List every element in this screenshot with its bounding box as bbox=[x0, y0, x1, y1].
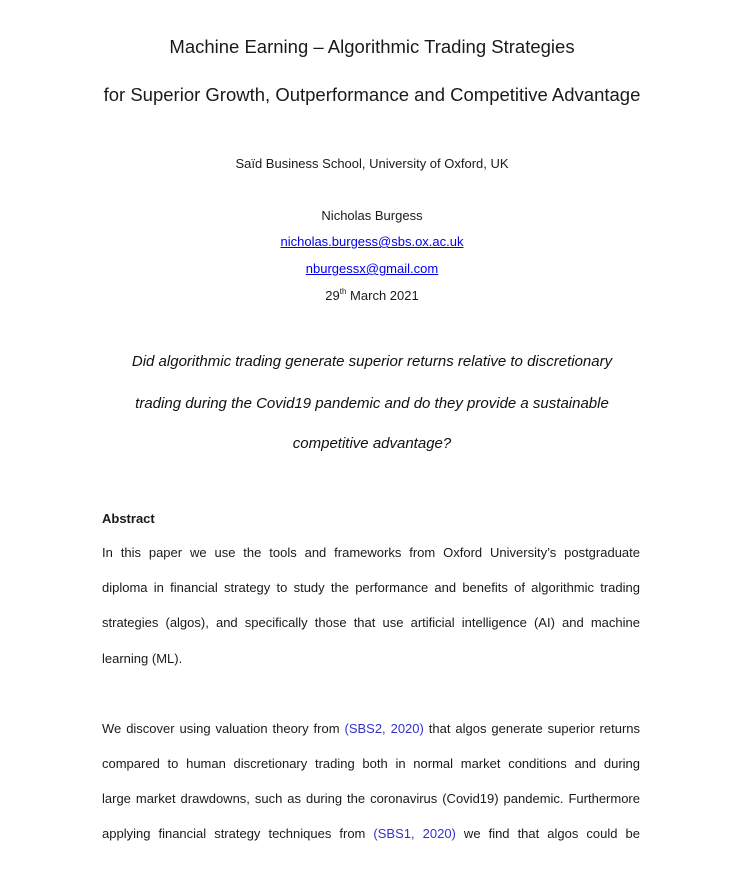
abstract-p1-line-3: strategies (algos), and specifically those that use artificial intelligence (AI) and machine bbox=[102, 615, 640, 630]
email-link-secondary[interactable]: nburgessx@gmail.com bbox=[305, 261, 439, 276]
affiliation: Saïd Business School, University of Oxford, UK bbox=[235, 156, 509, 171]
research-question-line-3: competitive advantage? bbox=[292, 435, 452, 452]
citation-sbs2-2020[interactable]: (SBS2, 2020) bbox=[344, 721, 424, 736]
date-ordinal-suffix: th bbox=[339, 287, 347, 296]
text-segment: We discover using valuation theory from bbox=[102, 721, 345, 736]
abstract-p1-line-2: diploma in financial strategy to study the performance and benefits of algorithmic trading bbox=[102, 580, 640, 595]
author-email-secondary bbox=[0, 261, 744, 276]
author-name: Nicholas Burgess bbox=[321, 208, 423, 223]
email-link-primary[interactable]: nicholas.burgess@sbs.ox.ac.uk bbox=[280, 234, 464, 249]
citation-sbs1-2020[interactable]: (SBS1, 2020) bbox=[373, 826, 456, 841]
abstract-heading: Abstract bbox=[102, 511, 155, 526]
abstract-p1-line-4: learning (ML). bbox=[102, 651, 183, 666]
text-segment: that algos generate superior returns bbox=[423, 721, 641, 736]
publication-date bbox=[0, 287, 744, 303]
date-month-year: March 2021 bbox=[346, 288, 419, 303]
abstract-p2-line-1 bbox=[102, 721, 640, 736]
date-day: 29 bbox=[325, 288, 340, 303]
author-email-primary bbox=[0, 234, 744, 249]
abstract-p2-line-4 bbox=[102, 826, 640, 841]
text-segment: we find that algos could be bbox=[455, 826, 640, 841]
abstract-p2-line-3: large market drawdowns, such as during the coronavirus (Covid19) pandemic. Furthermore bbox=[102, 791, 640, 806]
abstract-p2-line-2: compared to human discretionary trading both in normal market conditions and during bbox=[102, 756, 640, 771]
research-question-line-2: trading during the Covid19 pandemic and do they provide a sustainable bbox=[135, 395, 609, 412]
paper-title-line-2: for Superior Growth, Outperformance and Competitive Advantage bbox=[103, 84, 641, 105]
abstract-p1-line-1: In this paper we use the tools and frameworks from Oxford University’s postgraduate bbox=[102, 545, 640, 560]
research-question-line-1: Did algorithmic trading generate superior returns relative to discretionary bbox=[131, 353, 613, 370]
text-segment: applying financial strategy techniques from bbox=[102, 826, 374, 841]
paper-title-line-1: Machine Earning – Algorithmic Trading Strategies bbox=[169, 36, 575, 57]
